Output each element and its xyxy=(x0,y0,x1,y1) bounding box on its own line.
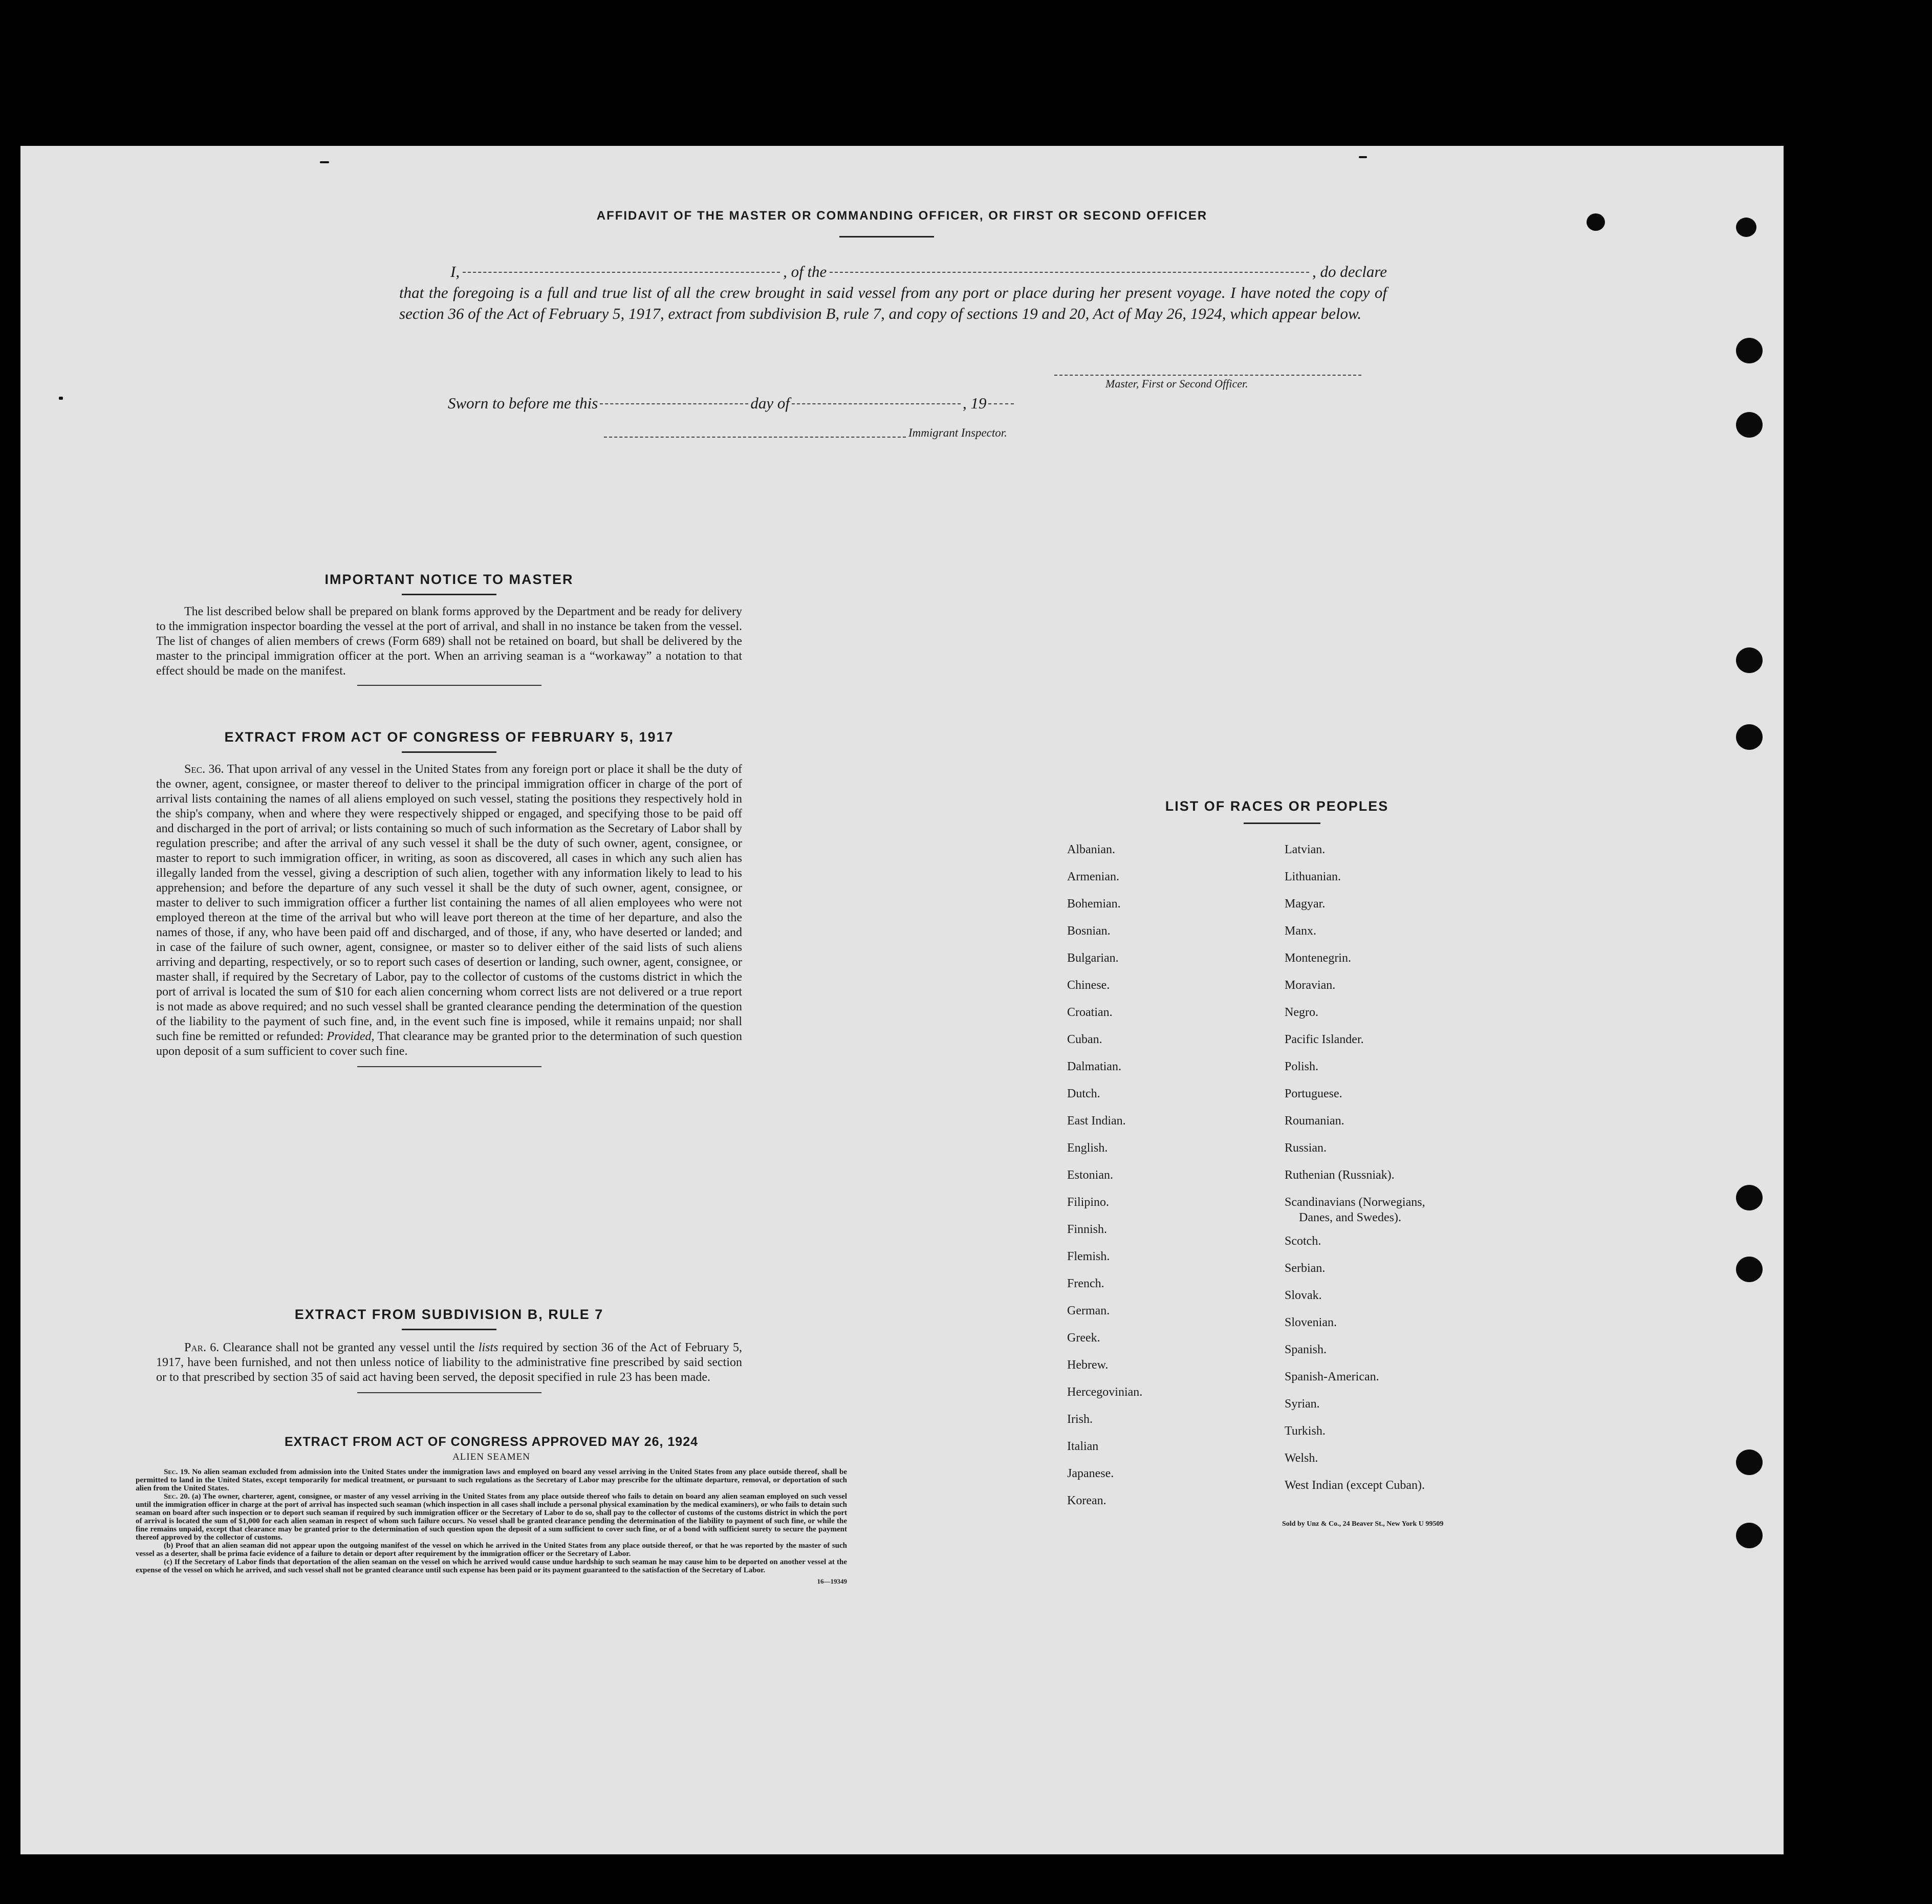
punch-hole xyxy=(1736,412,1763,438)
race-item: Lithuanian. xyxy=(1285,870,1341,883)
punch-hole xyxy=(1736,1257,1763,1282)
punch-hole xyxy=(1736,338,1763,363)
divider xyxy=(357,685,541,686)
race-item: Moravian. xyxy=(1285,979,1336,992)
year-text: , 19 xyxy=(962,394,987,412)
punch-hole xyxy=(1736,1185,1763,1210)
notice-body: The list described below shall be prepared on blank forms approved by the Department and be ready for delivery to the immigration inspector boarding the vessel at the port of arrival, and shall in no instance be taken from the vessel. The list of changes of alien members of crews (Form 689) shall not be retained on board, but shall be delivered by the master to the principal immigration officer at the port. When an arriving seaman is a “workaway” a notation to that effect should be made on the manifest. xyxy=(156,605,742,678)
race-item: West Indian (except Cuban). xyxy=(1285,1479,1425,1492)
race-item: Dalmatian. xyxy=(1067,1060,1121,1073)
extract-1924-body xyxy=(136,1468,847,1574)
speck xyxy=(1359,156,1367,158)
sec-20-label: Sec. 20. xyxy=(164,1492,190,1501)
divider xyxy=(357,1392,541,1393)
vessel-blank[interactable] xyxy=(830,272,1309,273)
race-item: English. xyxy=(1067,1141,1108,1155)
race-item: Montenegrin. xyxy=(1285,951,1351,965)
rule-7-extract xyxy=(156,1307,742,1393)
race-item: East Indian. xyxy=(1067,1114,1126,1128)
race-item: Portuguese. xyxy=(1285,1087,1342,1100)
race-item: French. xyxy=(1067,1277,1104,1290)
race-item: Korean. xyxy=(1067,1494,1106,1507)
affidavit-i: I, xyxy=(450,263,460,280)
divider xyxy=(402,1329,496,1330)
race-item-multiline xyxy=(1285,1195,1425,1234)
month-blank[interactable] xyxy=(792,403,961,404)
alien-seamen-subtitle: ALIEN SEAMEN xyxy=(452,1452,530,1462)
divider xyxy=(402,594,496,595)
race-item: Croatian. xyxy=(1067,1006,1113,1019)
affidavit-title: AFFIDAVIT OF THE MASTER OR COMMANDING OFFICER, OR FIRST OR SECOND OFFICER xyxy=(596,209,1208,223)
race-item: Syrian. xyxy=(1285,1397,1320,1411)
extract-1917-title: EXTRACT FROM ACT OF CONGRESS OF FEBRUARY 5, 1917 xyxy=(224,729,674,745)
race-item: Welsh. xyxy=(1285,1452,1318,1465)
race-item: Latvian. xyxy=(1285,843,1326,856)
race-item: Bulgarian. xyxy=(1067,951,1119,965)
race-item: Dutch. xyxy=(1067,1087,1100,1100)
sec-19 xyxy=(136,1468,847,1492)
sec-36-label: Sec. 36. xyxy=(184,763,224,776)
provided-text: Provided, xyxy=(327,1030,375,1043)
sec-20a xyxy=(136,1492,847,1542)
race-item: Slovak. xyxy=(1285,1289,1322,1302)
race-item: Japanese. xyxy=(1067,1467,1114,1480)
important-notice xyxy=(156,572,742,686)
race-item: Scandinavians (Norwegians, xyxy=(1285,1196,1425,1209)
race-item: Manx. xyxy=(1285,924,1316,938)
race-item: Greek. xyxy=(1067,1331,1100,1345)
race-item: Albanian. xyxy=(1067,843,1115,856)
speck xyxy=(59,397,63,400)
punch-hole xyxy=(1736,724,1763,750)
race-item: Estonian. xyxy=(1067,1169,1113,1182)
race-item-continued: Danes, and Swedes). xyxy=(1299,1211,1401,1224)
race-item: Armenian. xyxy=(1067,870,1119,883)
sec-20b: (b) Proof that an alien seaman did not appear upon the outgoing manifest of the vessel on which he arrived in the United States from any place outside thereof, or that he was reported by the master of such vessel as a deserter, shall be prima facie evidence of a failure to detain or deport after requirement by the immigration officer or the Secretary of Labor. xyxy=(136,1542,847,1558)
affidavit-do-declare: , do declare xyxy=(1312,263,1387,280)
race-item: Italian xyxy=(1067,1440,1099,1453)
sec-19-text: No alien seaman excluded from admission into the United States under the immigration laws and employed on board any vessel arriving in the United States from any place outside thereof, shall be permitted to land in the United States, except temporarily for medical treatment, or pursuant to such regulations as the Secretary of Labor may prescribe for the ultimate departure, removal, or deportation of such alien from the United States. xyxy=(136,1468,848,1492)
race-item: Finnish. xyxy=(1067,1223,1108,1236)
affidavit-body: that the foregoing is a full and true list of all the crew brought in said vessel from any port or place during her present voyage. I have noted the copy of section 36 of the Act of February 5, 1917, extract from subdivision B, rule 7, and copy of sections 19 and 20, Act of May 26, 1924, which appear below. xyxy=(399,284,1387,322)
punch-hole xyxy=(1736,1523,1763,1548)
race-item: German. xyxy=(1067,1304,1110,1317)
race-item: Russian. xyxy=(1285,1141,1327,1155)
race-item: Flemish. xyxy=(1067,1250,1110,1263)
form-sheet xyxy=(20,146,1784,1854)
race-item: Serbian. xyxy=(1285,1262,1326,1275)
signature-label: Master, First or Second Officer. xyxy=(1105,377,1248,390)
speck xyxy=(320,161,329,163)
rule-7-title: EXTRACT FROM SUBDIVISION B, RULE 7 xyxy=(294,1307,604,1322)
races-right-column xyxy=(1285,842,1425,1505)
race-item: Negro. xyxy=(1285,1006,1318,1019)
race-item: Slovenian. xyxy=(1285,1316,1337,1329)
par-6-text-b: required by section 36 of the Act of February 5, 1917, have been furnished, and not then unless notice of liability to the administrative fine prescribed by said section or to that prescribed by section 35 of said act having been served, the deposit specified in rule 23 has been made. xyxy=(156,1341,743,1384)
inspector-signature-line[interactable] xyxy=(604,437,906,438)
inspector-label: Immigrant Inspector. xyxy=(908,426,1007,439)
race-item: Roumanian. xyxy=(1285,1114,1344,1128)
sec-20c: (c) If the Secretary of Labor finds that deportation of the alien seaman on the vessel on which he arrived would cause undue hardship to such seaman he may cause him to be deported on another vessel at the expense of the vessel on which he arrived, and such vessel shall not be granted clearance until such expense has been paid or its payment guaranteed to the satisfaction of the Secretary of Labor. xyxy=(136,1558,847,1574)
divider xyxy=(1244,823,1320,824)
race-item: Bohemian. xyxy=(1067,897,1121,911)
affidavit-text xyxy=(399,261,1387,324)
day-blank[interactable] xyxy=(600,403,748,404)
races-title: LIST OF RACES OR PEOPLES xyxy=(1165,798,1389,814)
signature-line[interactable] xyxy=(1054,375,1361,376)
punch-hole xyxy=(1736,647,1763,673)
race-item: Scotch. xyxy=(1285,1235,1321,1248)
race-item: Spanish-American. xyxy=(1285,1370,1379,1383)
punch-hole xyxy=(1736,1449,1763,1475)
sworn-line xyxy=(448,394,1016,413)
rule-7-body xyxy=(156,1340,742,1385)
name-blank[interactable] xyxy=(463,272,780,273)
par-6-label: Par. 6. xyxy=(184,1341,220,1354)
extract-1924-title: EXTRACT FROM ACT OF CONGRESS APPROVED MAY 26, 1924 xyxy=(284,1435,699,1449)
race-item: Filipino. xyxy=(1067,1196,1110,1209)
year-blank[interactable] xyxy=(988,403,1014,404)
sec-19-label: Sec. 19. xyxy=(164,1468,190,1476)
race-item: Turkish. xyxy=(1285,1424,1326,1438)
sec-20a-text: (a) The owner, charterer, agent, consignee, or master of any vessel arriving in the United States from any place outside thereof who fails to detain on board any alien seaman employed on such vessel until the immigration officer in charge at the port of arrival has inspected such seaman (which inspection in all cases shall include a personal physical examination by the medical examiners), or who fails to detain such seaman on board after such inspection or to deport such seaman if required by such immigration officer or the Secretary of Labor to do so, shall pay to the collector of customs of the customs district in which the port of arrival is located the sum of $1,000 for each alien seaman in respect of whom such failure occurs. No vessel shall be granted clearance pending the determination of the liability to payment of such fine, or while the fine remains unpaid, except that clearance may be granted prior to the determination of such question upon the deposit of a sum sufficient to cover such fine, or of a bond with sufficient surety to secure the payment thereof approved by the collector of customs. xyxy=(136,1492,848,1542)
affidavit-declaration-line xyxy=(450,261,1387,282)
race-item: Ruthenian (Russniak). xyxy=(1285,1169,1395,1182)
race-item: Polish. xyxy=(1285,1060,1319,1073)
par-6-text-a: Clearance shall not be granted any vessel until the xyxy=(223,1341,475,1354)
extract-1917 xyxy=(156,729,742,1067)
races-left-column xyxy=(1067,842,1142,1520)
sec-36-text: That upon arrival of any vessel in the United States from any foreign port or place it shall be the duty of the owner, agent, consignee, or master thereof to deliver to the principal immigration officer in charge of the port of arrival lists containing the names of all aliens employed on such vessel, stating the positions they respectively hold in the ship's company, when and where they were respectively shipped or engaged, and specifying those to be paid off and discharged in the port of arrival; or lists containing so much of such information as the Secretary of Labor shall by regulation prescribe; and after the arrival of any such vessel it shall be the duty of such owner, agent, consignee, or master to report to such immigration officer, in writing, as soon as discovered, all cases in which any such alien has illegally landed from the vessel, giving a description of such alien, together with any information likely to lead to his apprehension; and before the departure of any such vessel it shall be the duty of such owner, agent, consignee, or master to deliver to such immigration officer a further list containing the names of all alien employees who were not employed thereon at the time of the arrival but who will leave port thereon at the time of her departure, and also the names of those, if any, who have been paid off and discharged, and of those, if any, who have deserted or landed; and in case of the failure of such owner, agent, consignee, or master so to deliver either of the said lists of such aliens arriving and departing, respectively, or so to report such cases of desertion or landing, such owner, agent, consignee, or master shall, if required by the Secretary of Labor, pay to the collector of customs of the customs district in which the port of arrival is located the sum of $10 for each alien concerning whom correct lists are not delivered or a true report is not made as above required; and no such vessel shall be granted clearance pending the determination of the question of the liability to the payment of such fine, and, in the event such fine is imposed, while it remains unpaid; nor shall such fine be remitted or refunded: xyxy=(156,763,742,1043)
divider xyxy=(839,236,934,237)
race-item: Spanish. xyxy=(1285,1343,1327,1356)
race-item: Hebrew. xyxy=(1067,1358,1109,1372)
form-number: 16—19349 xyxy=(817,1577,847,1585)
race-item: Bosnian. xyxy=(1067,924,1111,938)
race-item: Irish. xyxy=(1067,1413,1093,1426)
lists-text: lists xyxy=(478,1341,498,1354)
day-of-text: day of xyxy=(750,394,790,412)
race-item: Magyar. xyxy=(1285,897,1326,911)
sworn-text: Sworn to before me this xyxy=(448,394,598,412)
race-item: Cuban. xyxy=(1067,1033,1102,1046)
printer-imprint: Sold by Unz & Co., 24 Beaver St., New York U 99509 xyxy=(1282,1520,1444,1528)
race-item: Pacific Islander. xyxy=(1285,1033,1364,1046)
affidavit-of-the: , of the xyxy=(783,263,827,280)
notice-title: IMPORTANT NOTICE TO MASTER xyxy=(324,572,574,587)
divider xyxy=(402,751,496,753)
extract-1917-body xyxy=(156,762,742,1059)
race-item: Hercegovinian. xyxy=(1067,1386,1143,1399)
extract-1924 xyxy=(136,1435,847,1586)
divider xyxy=(357,1066,541,1067)
sec-36-end: That clearance may be granted prior to the determination of such question upon deposit of a sum sufficient to cover such fine. xyxy=(156,1030,743,1058)
race-item: Chinese. xyxy=(1067,979,1110,992)
